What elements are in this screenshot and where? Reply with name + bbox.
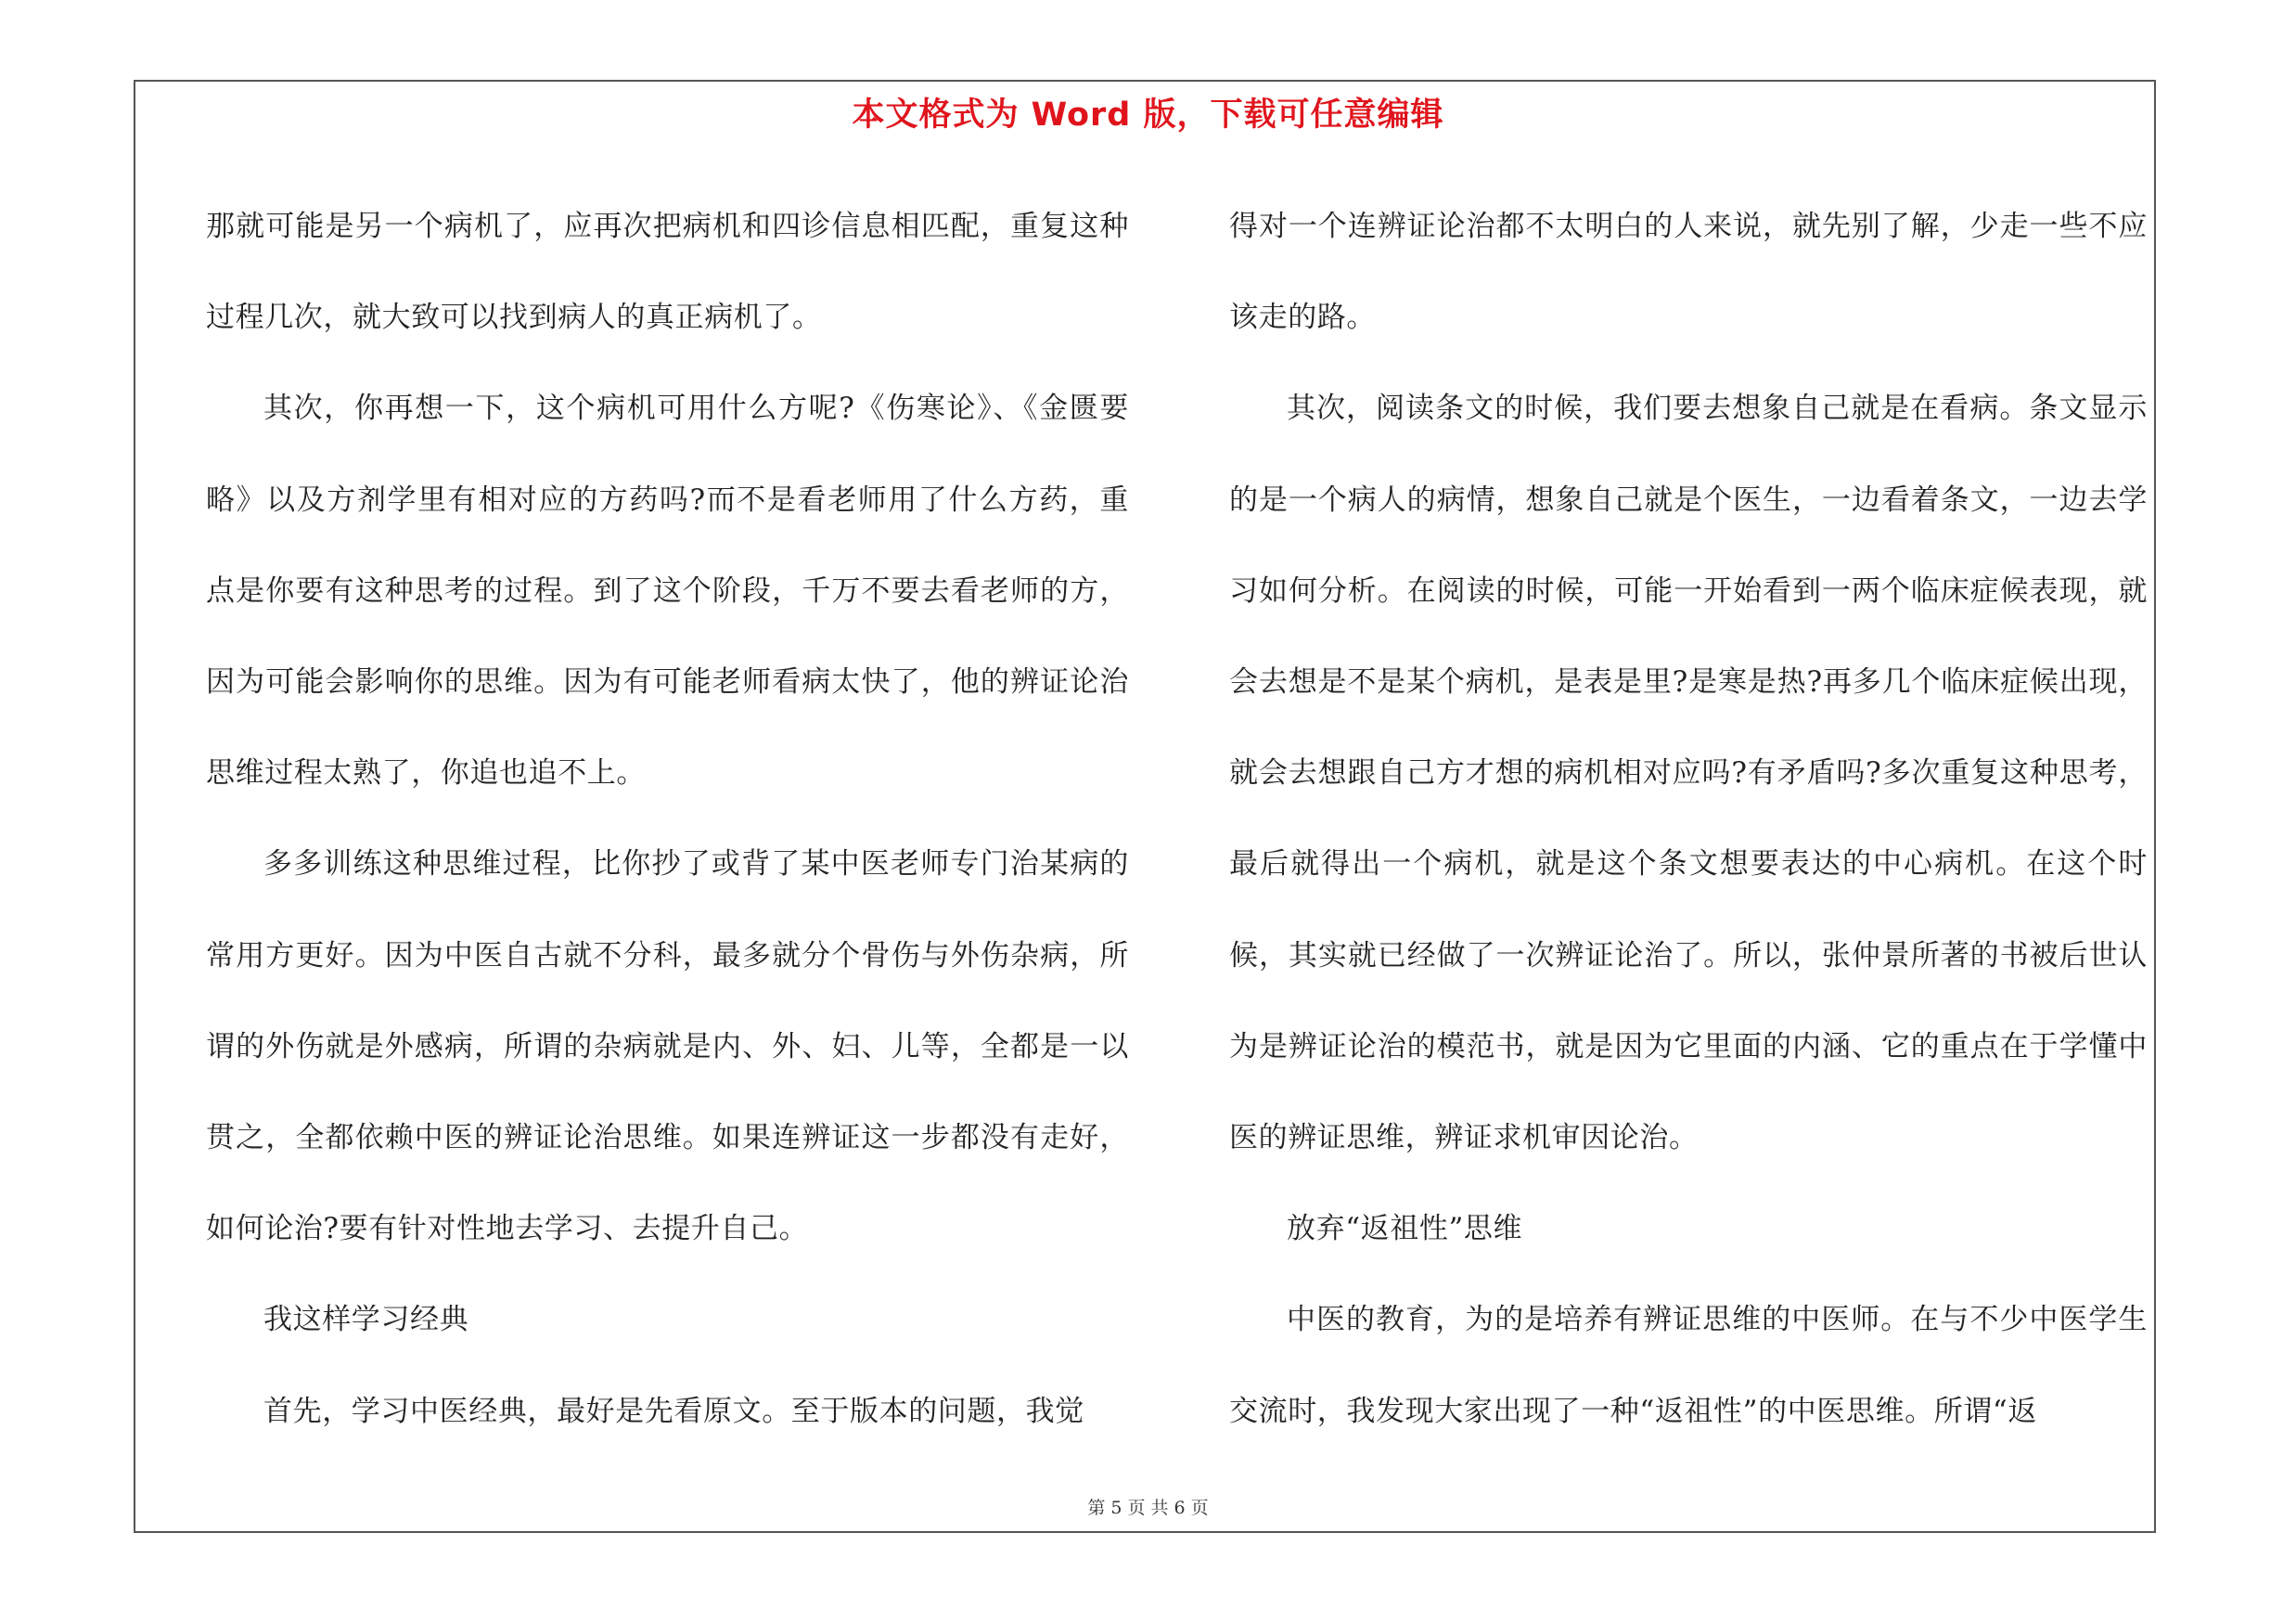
word-format-banner: 本文格式为 Word 版，下载可任意编辑 xyxy=(852,97,1444,134)
paragraph: 中医的教育，为的是培养有辨证思维的中医师。在与不少中医学生交流时，我发现大家出现了一种“返祖性”的中医思维。所谓“返 xyxy=(1229,1303,2148,1428)
page-number: 第 5 页 共 6 页 xyxy=(1087,1498,1209,1518)
paragraph: 首先，学习中医经典，最好是先看原文。至于版本的问题，我觉 xyxy=(263,1394,1084,1428)
section-heading: 放弃“返祖性”思维 xyxy=(1287,1212,1523,1246)
paragraph: 得对一个连辨证论治都不太明白的人来说，就先别了解，少走一些不应该走的路。 xyxy=(1229,210,2148,335)
paragraph: 其次，阅读条文的时候，我们要去想象自己就是在看病。条文显示的是一个病人的病情，想象自己就是个医生，一边看着条文，一边去学习如何分析。在阅读的时候，可能一开始看到一两个临床症候表现，就会去想是不是某个病机，是表是里?是寒是热?再多几个临床症候出现，就会去想跟自己方才想的病机相对应吗?有矛盾吗?多次重复这种思考，最后就得出一个病机，就是这个条文想要表达的中心病机。在这个时候，其实就已经做了一次辨证论治了。所以，张仲景所著的书被后世认为是辨证论治的模范书，就是因为它里面的内涵、它的重点在于学懂中医的辨证思维，辨证求机审因论治。 xyxy=(1229,392,2148,1155)
left-text-column xyxy=(206,181,1129,1457)
paragraph: 那就可能是另一个病机了，应再次把病机和四诊信息相匹配，重复这种过程几次，就大致可以找到病人的真正病机了。 xyxy=(206,210,1129,335)
paragraph: 其次，你再想一下，这个病机可用什么方呢?《伤寒论》、《金匮要略》以及方剂学里有相对应的方药吗?而不是看老师用了什么方药，重点是你要有这种思考的过程。到了这个阶段，千万不要去看老师的方，因为可能会影响你的思维。因为有可能老师看病太快了，他的辨证论治思维过程太熟了，你追也追不上。 xyxy=(206,392,1129,791)
paragraph: 多多训练这种思维过程，比你抄了或背了某中医老师专门治某病的常用方更好。因为中医自古就不分科，最多就分个骨伤与外伤杂病，所谓的外伤就是外感病，所谓的杂病就是内、外、妇、儿等，全都是一以贯之，全都依赖中医的辨证论治思维。如果连辨证这一步都没有走好，如何论治?要有针对性地去学习、去提升自己。 xyxy=(206,847,1129,1246)
right-text-column xyxy=(1229,181,2148,1457)
section-heading: 我这样学习经典 xyxy=(263,1303,469,1337)
